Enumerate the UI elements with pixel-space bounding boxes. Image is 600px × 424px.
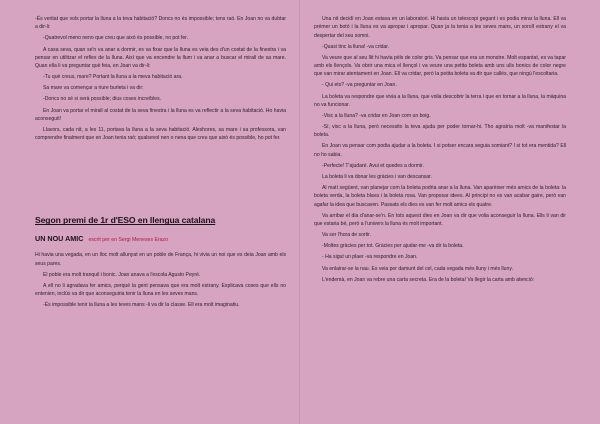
paragraph: Llavors, cada nit, a les 11, portava la lluna a la seva habitació. Aleshores, sa mare i sa professora, van comprendre finalment que en Joan tenia raó; qualsevol nen o nena que creu que això és possible, ho pot fer.: [35, 126, 286, 142]
paragraph: A casa seva, quan se'n va anar a dormir, es va fixar que la lluna es veia des d'un costat de la finestra i va pensar en utilitzar el reflex de la lluna. Així que va encendre la llum i va anar a buscar el mirall de sa mare. Quan ella li va preguntar què feia, en Joan va dir-li:: [35, 46, 286, 70]
paragraph: -És veritat que vols portar la lluna a la teva habitació? Doncs no és impossible; tens raó. En Joan no va dubtar a dir-li:: [35, 16, 286, 31]
story-author: escrit per en Sergi Meneses Erazo: [88, 237, 169, 244]
paragraph: -Doncs no sé si serà possible; dius coses increïbles.: [43, 96, 162, 103]
paragraph: - Ha sigut un plaer -va respondre en Joan.: [322, 254, 418, 261]
paragraph: En Joan va pensar com podia ajudar a la boleta. I si potser encara seguia somiant? I si tot era mentida? Ell no ho sabia.: [314, 143, 566, 158]
paragraph: Hi havia una vegada, en un lloc molt allunyat en un poble de França, hi vivia un noi que es deia Joan amb els seus pares.: [35, 252, 286, 267]
paragraph: Va ser l'hora de sortir.: [322, 232, 372, 239]
paragraph: -Perfecte! T'ajudaré. Avui et quedes a dormir.: [322, 162, 424, 169]
paragraph: Va enlairar-se la nau. Es veia per damunt del cel, cada vegada més lluny i més lluny.: [322, 265, 513, 272]
paragraph: Una nit decidí en Joan estava en un laboratori. Hi havia un telescopi gegant i es podia mirar la lluna. Ell va prémer un botó i la lluna es va apropar i apropar. Quan ja la tenia a les seves mans, un sorolI estrany el va despertar del seu somni.: [314, 16, 566, 39]
left-top-text: [35, 15, 286, 142]
paragraph: Al matí següent, van planejar com la boleta podria anar a la lluna. Van aparèixer més amics de la boleta: la boleta verda, la boleta blava i la boleta rosa. Van proposar idees. Al principi no es van acabar gaire, però van agafar la idea que buscaven. Passats els dies es van fer molt amics els quatre.: [314, 185, 566, 208]
paragraph: - Qui ets? -va preguntar en Joan.: [322, 82, 397, 89]
paragraph: -És impossible tenir la lluna a les teves mans -li va dir la classe. Ell era molt imaginatiu.: [43, 302, 240, 309]
paragraph: -Visc a la lluna? -va cridar en Joan com un boig.: [322, 112, 431, 119]
section-heading: Segon premi de 1r d'ESO en llengua catalana: [35, 215, 216, 226]
paragraph: A ell no li agradava fer amics, perquè la gent pensava que era molt estrany. Explicava coses que ells no entenien, inclús va dir que aconseguiria tenir la lluna en les seves mans.: [35, 283, 286, 298]
paragraph: Va veure que al seu llit hi havia pèls de color gris. Va pensar que era un monstre. Molt espantat, es va tapar amb els llençols. Va obrir una mica el llençol i va veure una petita boleta amb uns ulls bonics de color negre que van mirar atentament en Joan. Ell va cridar, però la petita boleta va dir que callés, que ningú l'escoltaria.: [314, 54, 566, 78]
paragraph: La boleta li va donar les gràcies i van descansar.: [322, 174, 432, 181]
right-page: [300, 0, 600, 424]
paragraph: L'endemà, en Joan va rebre una carta secreta. Era de la boleta! Va llegir la carta amb atenció:: [322, 276, 535, 283]
paragraph: -Moltes gràcies per tot. Gràcies per ajudar-me -va dir la boleta.: [322, 243, 464, 250]
paragraph: -Sí, visc a la lluna, però necessito la teva ajuda per poder tornar-hi. Tho agraïria molt -va manifestar la boleta.: [314, 124, 566, 139]
paragraph: El poble era molt tranquil i bonic. Joan anava a l'escola Agusto Peyré.: [43, 271, 201, 278]
story-title: UN NOU AMIC: [35, 234, 84, 244]
paragraph: En Joan va portar el mirall al costat de la seva finestra i la lluna es va reflectir a la seva habitació. Ho havia aconseguit!: [35, 107, 286, 122]
paragraph: Sa mare va començar a riure burleta i va dir:: [43, 85, 144, 92]
paragraph: Va arribar el dia d'anar-se'n. En tots aquest dies en Joan va dir que volia aconseguir la lluna. Ells li van dir que estaria bé, però a l'univers la lluna és molt important.: [314, 212, 566, 228]
paragraph: La boleta va respondre que vivia a la lluna, que volia descobrir la terra i que en tornar a la lluna, la màquina no va funcionar.: [314, 93, 566, 108]
left-story-text: [35, 251, 286, 309]
story-header: [35, 234, 286, 243]
paragraph: -Tu què creus, mare? Portant la lluna a la meva habitació ara.: [43, 74, 183, 81]
paragraph: -Quatrevol meno neno que creu que això és possible, no pot fer.: [43, 35, 188, 42]
paragraph: -Quasi tinc la lluna! -va cridar.: [322, 43, 390, 50]
